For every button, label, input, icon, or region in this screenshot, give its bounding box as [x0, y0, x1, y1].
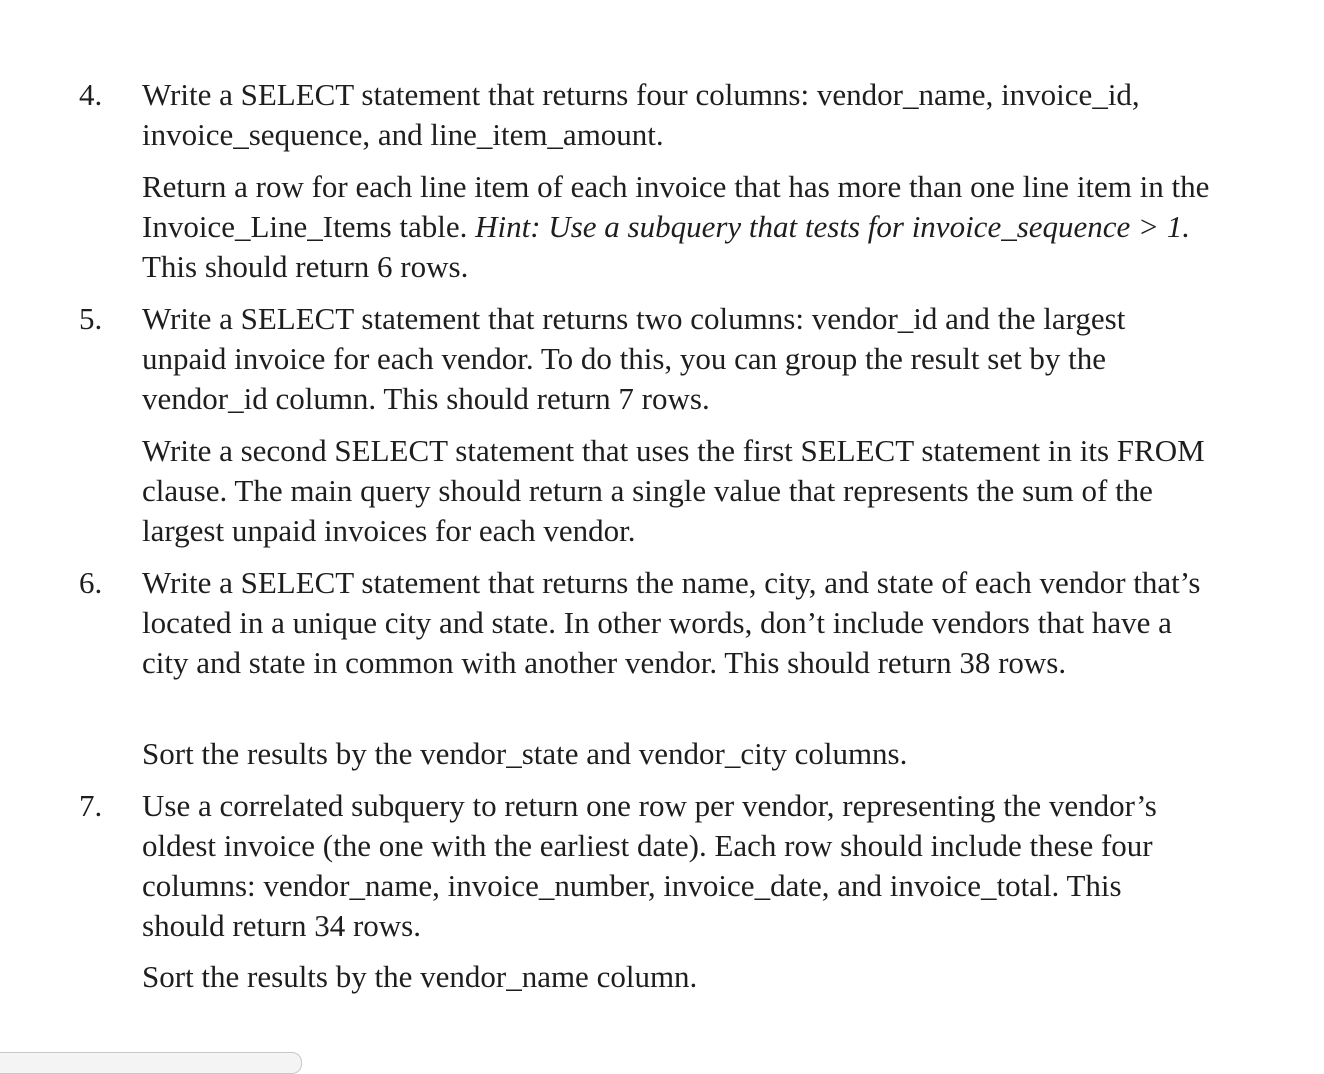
- exercise-4-instruction: Write a SELECT statement that returns four columns: vendor_name, invoice_id, invoice_sequence, and line_item_amount.: [142, 77, 1140, 152]
- exercise-4-hint: Hint: Use a subquery that tests for invoice_sequence > 1.: [475, 209, 1190, 244]
- exercise-4-detail-text: Return a row for each line item of each invoice that has more than one line item in the Invoice_Line_Items table.: [142, 169, 1210, 244]
- exercise-7-detail: Sort the results by the vendor_name column.: [142, 959, 698, 994]
- exercise-number: 6.: [79, 565, 103, 600]
- exercise-4-row-count: This should return 6 rows.: [142, 249, 469, 284]
- exercise-5-instruction: Write a SELECT statement that returns two columns: vendor_id and the largest unpaid invoice for each vendor. To do this, you can group the result set by the vendor_id column. This should return 7 rows.: [142, 301, 1126, 416]
- exercise-number: 7.: [79, 788, 103, 823]
- exercise-7-instruction: Use a correlated subquery to return one row per vendor, representing the vendor’s oldest invoice (the one with the earliest date). Each row should include these four columns: vendor_name, invoice_number, invoice_date, and invoice_total. This should return 34 rows.: [142, 788, 1157, 943]
- exercise-number: 4.: [79, 77, 103, 112]
- horizontal-scrollbar[interactable]: [0, 1052, 302, 1074]
- exercise-4-detail: [142, 167, 1212, 287]
- exercise-number: 5.: [79, 301, 103, 336]
- exercise-6-detail: Sort the results by the vendor_state and vendor_city columns.: [142, 736, 908, 771]
- exercise-5-detail: Write a second SELECT statement that uses the first SELECT statement in its FROM clause. The main query should return a single value that represents the sum of the largest unpaid invoices for each vendor.: [142, 433, 1205, 548]
- exercise-6-instruction: Write a SELECT statement that returns the name, city, and state of each vendor that’s located in a unique city and state. In other words, don’t include vendors that have a city and state in common with another vendor. This should return 38 rows.: [142, 565, 1201, 680]
